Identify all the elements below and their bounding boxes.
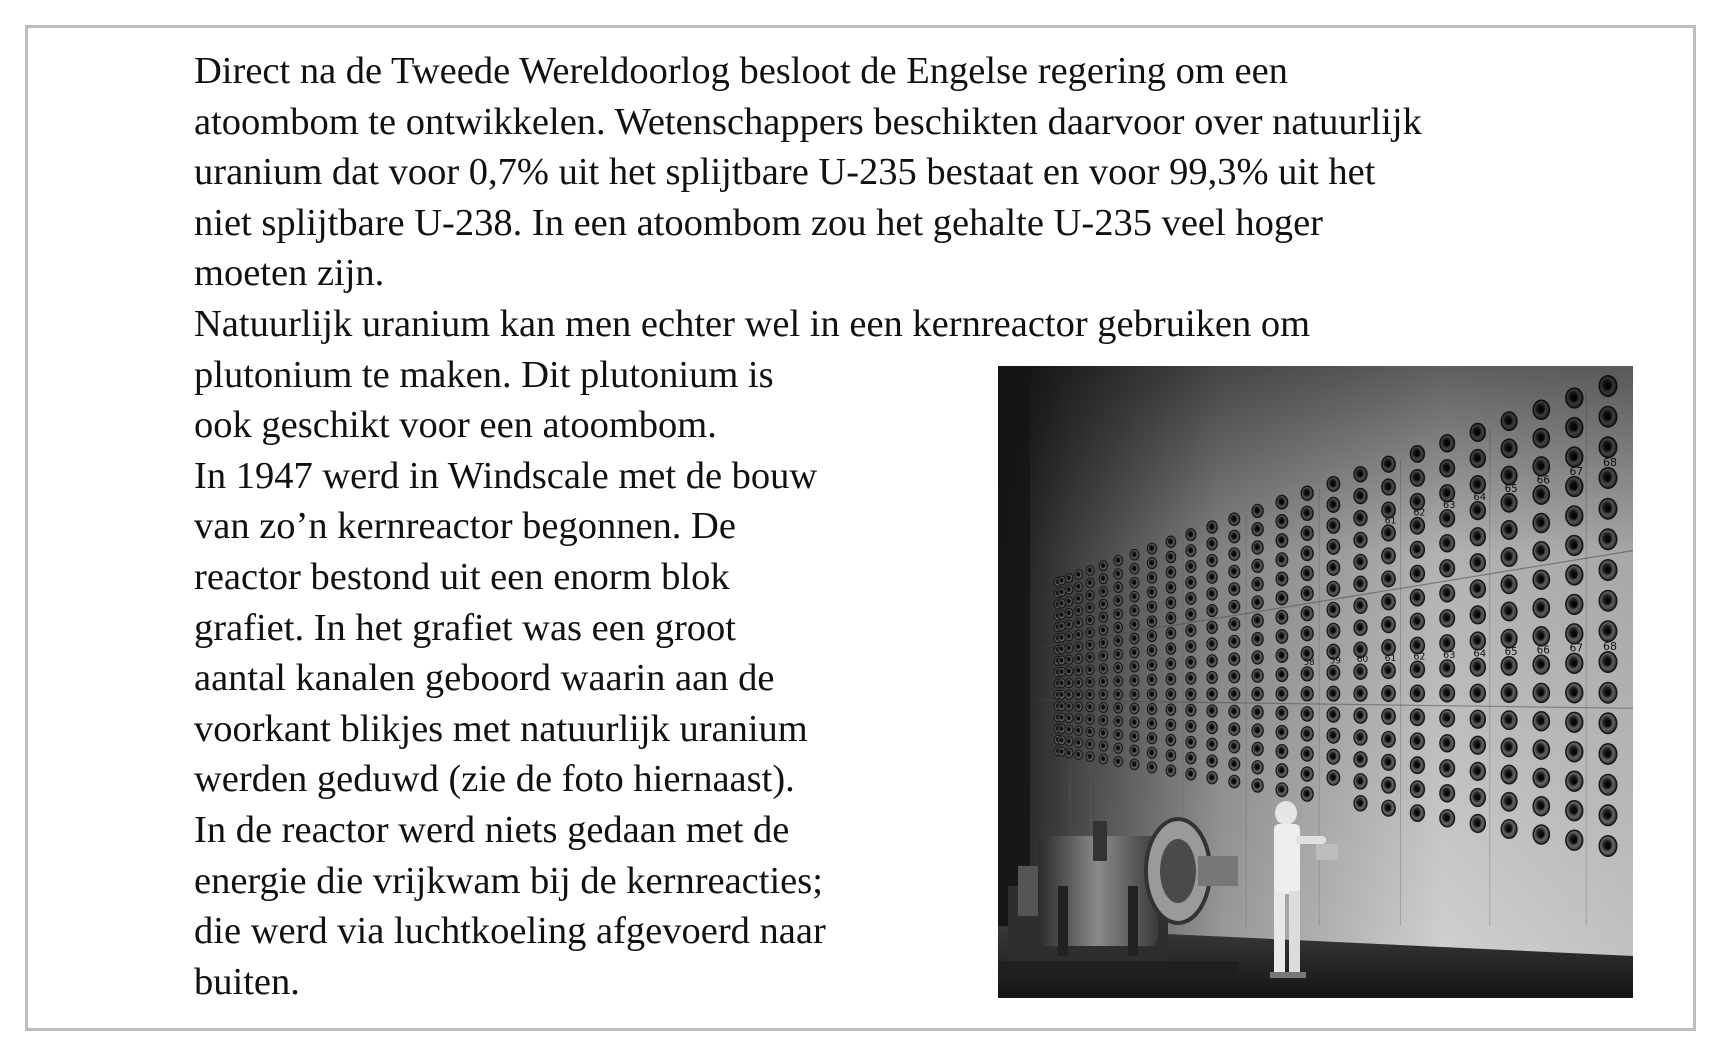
text-line: In 1947 werd in Windscale met de bouw [194, 454, 818, 497]
text-line: die werd via luchtkoeling afgevoerd naar [194, 910, 826, 953]
reactor-face-illustration [998, 366, 1633, 998]
text-line: ook geschikt voor een atoombom. [194, 404, 717, 447]
text-line: Direct na de Tweede Wereldoorlog besloot de Engelse regering om een [194, 50, 1288, 92]
text-line: grafiet. In het grafiet was een groot [194, 606, 736, 649]
text-line: buiten. [194, 960, 300, 1003]
text-line: aantal kanalen geboord waarin aan de [194, 657, 775, 700]
text-line: In de reactor werd niets gedaan met de [194, 808, 790, 851]
reactor-face-photo [998, 366, 1633, 998]
text-line: van zo’n kernreactor begonnen. De [194, 505, 736, 548]
text-line: atoombom te ontwikkelen. Wetenschappers beschikten daarvoor over natuurlijk [194, 100, 1422, 143]
text-line: uranium dat voor 0,7% uit het splijtbare U-235 bestaat en voor 99,3% uit het [194, 151, 1376, 194]
text-line: plutonium te maken. Dit plutonium is [194, 353, 774, 396]
text-line: moeten zijn. [194, 252, 385, 295]
text-line: Natuurlijk uranium kan men echter wel in een kernreactor gebruiken om [194, 302, 1311, 345]
text-line: niet splijtbare U-238. In een atoombom zou het gehalte U-235 veel hoger [194, 201, 1323, 244]
text-line: reactor bestond uit een enorm blok [194, 555, 730, 598]
text-line: voorkant blikjes met natuurlijk uranium [194, 707, 808, 750]
text-line: werden geduwd (zie de foto hiernaast). [194, 758, 795, 801]
text-line: energie die vrijkwam bij de kernreacties; [194, 859, 823, 902]
